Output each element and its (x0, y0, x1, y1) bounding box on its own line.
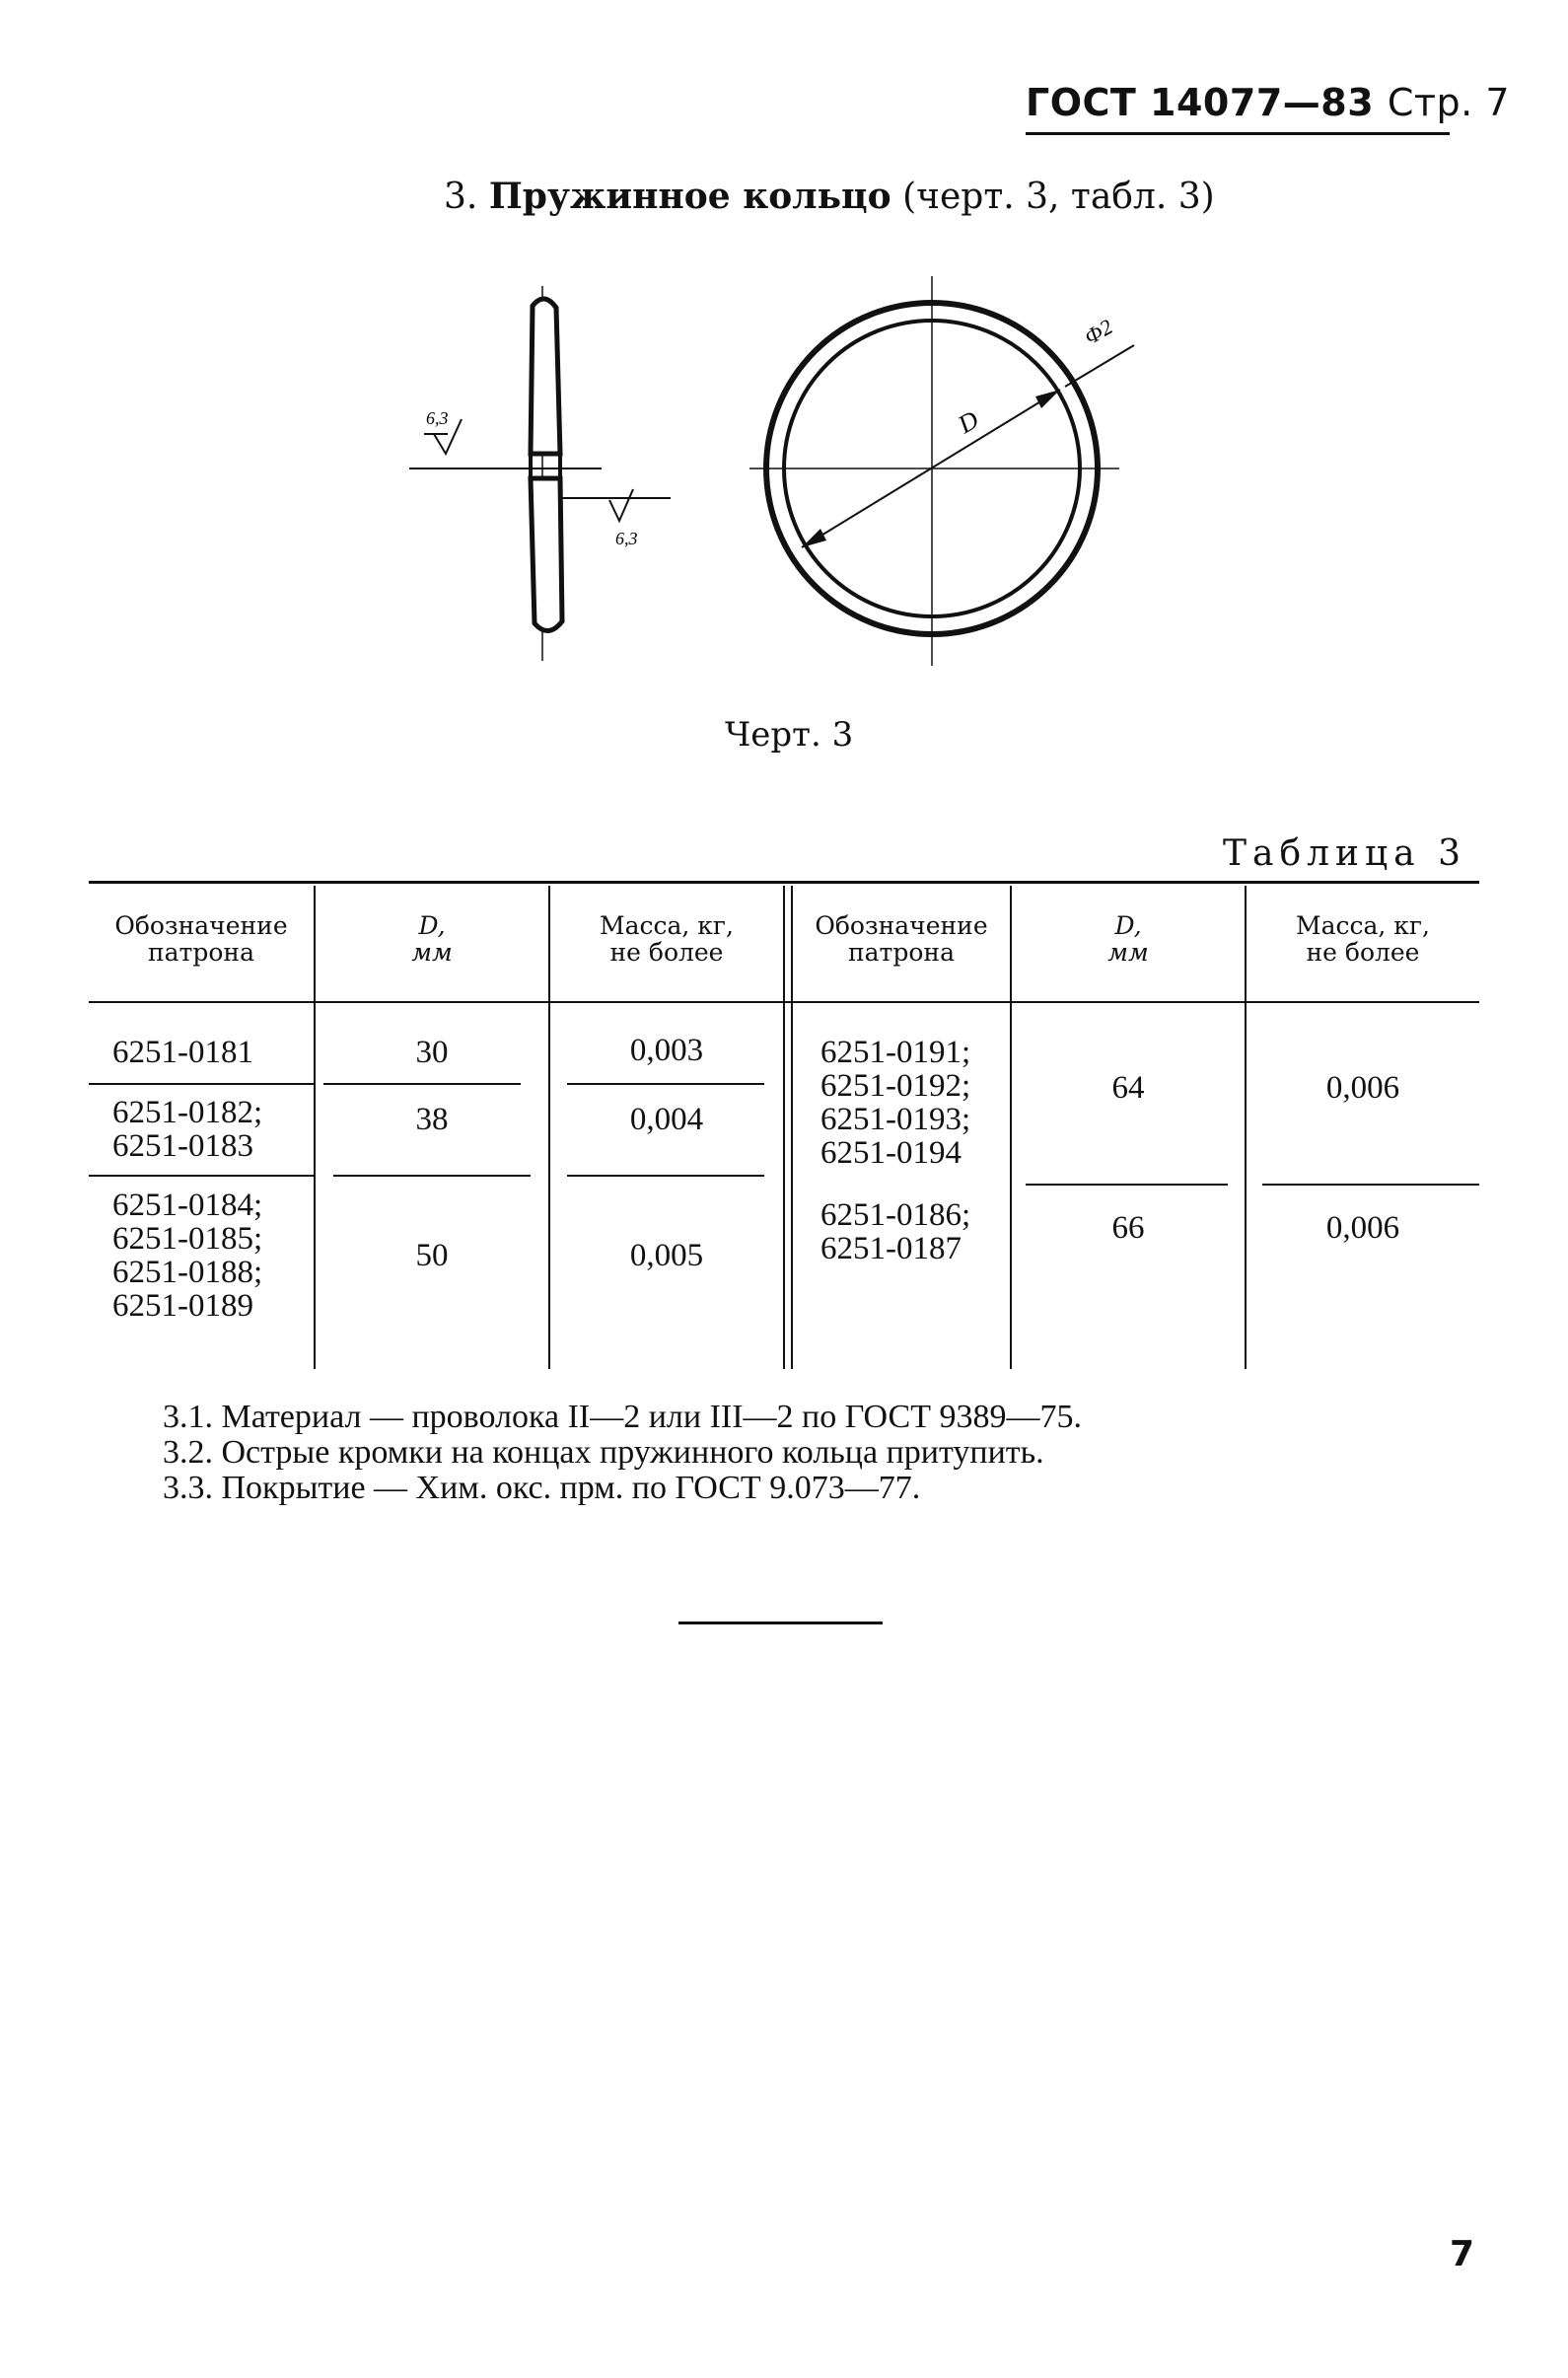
roughness-left-label: 6,3 (426, 408, 449, 428)
table-cell: 6251-0182; 6251-0183 (112, 1095, 263, 1164)
section-ref: (черт. 3, табл. 3) (902, 177, 1215, 217)
table-cell: 0,005 (629, 1238, 704, 1273)
standard-number: ГОСТ 14077—83 (1026, 81, 1375, 124)
table-cell: 6251-0184; 6251-0185; 6251-0188; 6251-0189 (112, 1188, 263, 1324)
table-cell: 38 (415, 1102, 449, 1137)
front-view (749, 276, 1134, 666)
page-label: Стр. 7 (1387, 81, 1510, 124)
page-number: 7 (1450, 2234, 1475, 2274)
table-cell: 6251-0186; 6251-0187 (820, 1197, 971, 1266)
row-divider (89, 1083, 314, 1085)
header-d-left: D, мм (411, 911, 453, 967)
note-coating: 3.3. Покрытие — Хим. окс. прм. по ГОСТ 9.073—77. (163, 1470, 921, 1506)
row-divider (333, 1175, 531, 1177)
diameter-label: D (953, 404, 984, 440)
header-designation-left: Обозначение патрона (114, 911, 288, 967)
drawing-caption: Черт. 3 (725, 715, 854, 755)
header-designation-right: Обозначение патрона (815, 911, 988, 967)
section-name: Пружинное кольцо (488, 176, 891, 217)
ring-drawing (375, 266, 1164, 681)
table-cell: 6251-0181 (112, 1035, 253, 1070)
header-mass-right: Масса, кг, не более (1296, 911, 1430, 967)
table-cell: 66 (1111, 1210, 1145, 1246)
table-cell: 0,006 (1325, 1210, 1400, 1246)
table-cell: 0,004 (629, 1102, 704, 1137)
roughness-right-label: 6,3 (615, 529, 638, 548)
row-divider (1026, 1184, 1228, 1186)
row-divider (323, 1083, 521, 1085)
header-rule (1026, 132, 1450, 135)
note-material: 3.1. Материал — проволока II—2 или III—2 по ГОСТ 9389—75. (163, 1399, 1082, 1435)
header-mass-left: Масса, кг, не более (600, 911, 734, 967)
table-cell: 30 (415, 1035, 449, 1070)
table-cell: 0,003 (629, 1033, 704, 1068)
specs-table (89, 881, 1479, 1374)
col-divider (783, 886, 785, 1369)
row-divider (1262, 1184, 1479, 1186)
table-cell: 50 (415, 1238, 449, 1273)
row-divider (567, 1175, 764, 1177)
row-divider (89, 1175, 314, 1177)
table-cell: 0,006 (1325, 1070, 1400, 1106)
wire-diameter-label: Ф2 (1080, 314, 1117, 350)
side-view (409, 286, 671, 661)
section-title (444, 176, 1215, 217)
table-cell: 64 (1111, 1070, 1145, 1106)
table-label: Таблица 3 (1223, 833, 1466, 874)
note-edges: 3.2. Острые кромки на концах пружинного кольца притупить. (163, 1434, 1044, 1471)
page-header (1026, 81, 1510, 124)
end-rule (678, 1621, 883, 1624)
header-d-right: D, мм (1107, 911, 1149, 967)
row-divider (567, 1083, 764, 1085)
table-top-rule (89, 881, 1479, 884)
table-cell: 6251-0191; 6251-0192; 6251-0193; 6251-0194 (820, 1035, 971, 1171)
section-number: 3. (444, 177, 478, 217)
